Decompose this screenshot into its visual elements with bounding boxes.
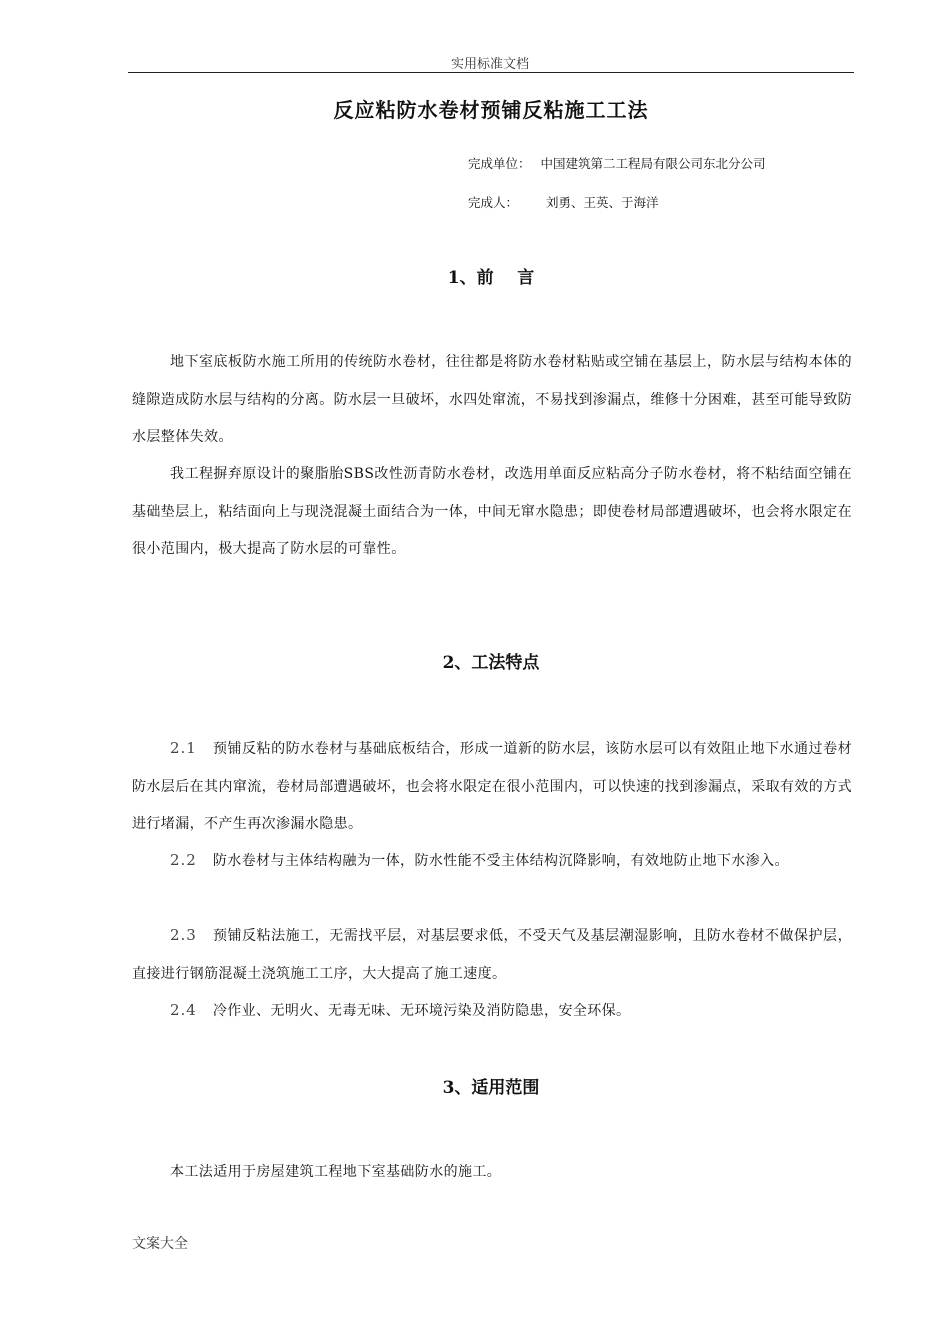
page-header: 实用标准文档 <box>450 57 529 72</box>
list-item <box>132 730 852 844</box>
item-number: 2.2 <box>170 851 197 869</box>
completion-unit-label: 完成单位： <box>468 156 531 171</box>
list-item <box>132 917 852 993</box>
paragraph: 我工程摒弃原设计的聚脂胎SBS改性沥青防水卷材，改选用单面反应粘高分子防水卷材，将不粘结面空铺在基础垫层上，粘结面向上与现浇混凝土面结合为一体，中间无窜水隐患；即使卷材局部遭遇破坏，也会将水限定在很小范围内，极大提高了防水层的可靠性。 <box>132 466 852 557</box>
paragraph: 地下室底板防水施工所用的传统防水卷材，往往都是将防水卷材粘贴或空铺在基层上，防水层与结构本体的缝隙造成防水层与结构的分离。防水层一旦破坏，水四处窜流，不易找到渗漏点，维修十分困难，甚至可能导致防水层整体失效。 <box>132 354 852 445</box>
section-title-scope: 3、适用范围 <box>442 1078 540 1098</box>
completion-people-value: 刘勇、王英、于海洋 <box>546 195 659 210</box>
section-title-foreword: 1、前 言 <box>447 268 535 288</box>
item-text: 防水卷材与主体结构融为一体，防水性能不受主体结构沉降影响，有效地防止地下水渗入。 <box>212 853 789 869</box>
item-text: 预铺反粘的防水卷材与基础底板结合，形成一道新的防水层，该防水层可以有效阻止地下水通过卷材防水层后在其内窜流，卷材局部遭遇破坏，也会将水限定在很小范围内，可以快速的找到渗漏点，采取有效的方式进行堵漏，不产生再次渗漏水隐患。 <box>132 741 852 832</box>
section-title-features: 2、工法特点 <box>442 653 540 673</box>
completion-unit-line <box>468 155 766 173</box>
item-number: 2.1 <box>170 739 197 757</box>
completion-people-line <box>468 194 659 212</box>
completion-unit-value: 中国建筑第二工程局有限公司东北分公司 <box>540 156 766 171</box>
item-text: 冷作业、无明火、无毒无味、无环境污染及消防隐患，安全环保。 <box>212 1003 631 1019</box>
list-item <box>132 992 852 1031</box>
page-footer: 文案大全 <box>132 1236 188 1252</box>
document-title: 反应粘防水卷材预铺反粘施工工法 <box>333 98 649 122</box>
header-divider <box>128 72 854 73</box>
item-number: 2.4 <box>170 1001 197 1019</box>
paragraph: 本工法适用于房屋建筑工程地下室基础防水的施工。 <box>170 1164 502 1180</box>
item-text: 预铺反粘法施工，无需找平层，对基层要求低，不受天气及基层潮湿影响，且防水卷材不做保护层，直接进行钢筋混凝土浇筑施工工序，大大提高了施工速度。 <box>132 928 852 982</box>
item-number: 2.3 <box>170 926 197 944</box>
completion-people-label: 完成人： <box>468 195 519 210</box>
list-item <box>132 842 852 881</box>
